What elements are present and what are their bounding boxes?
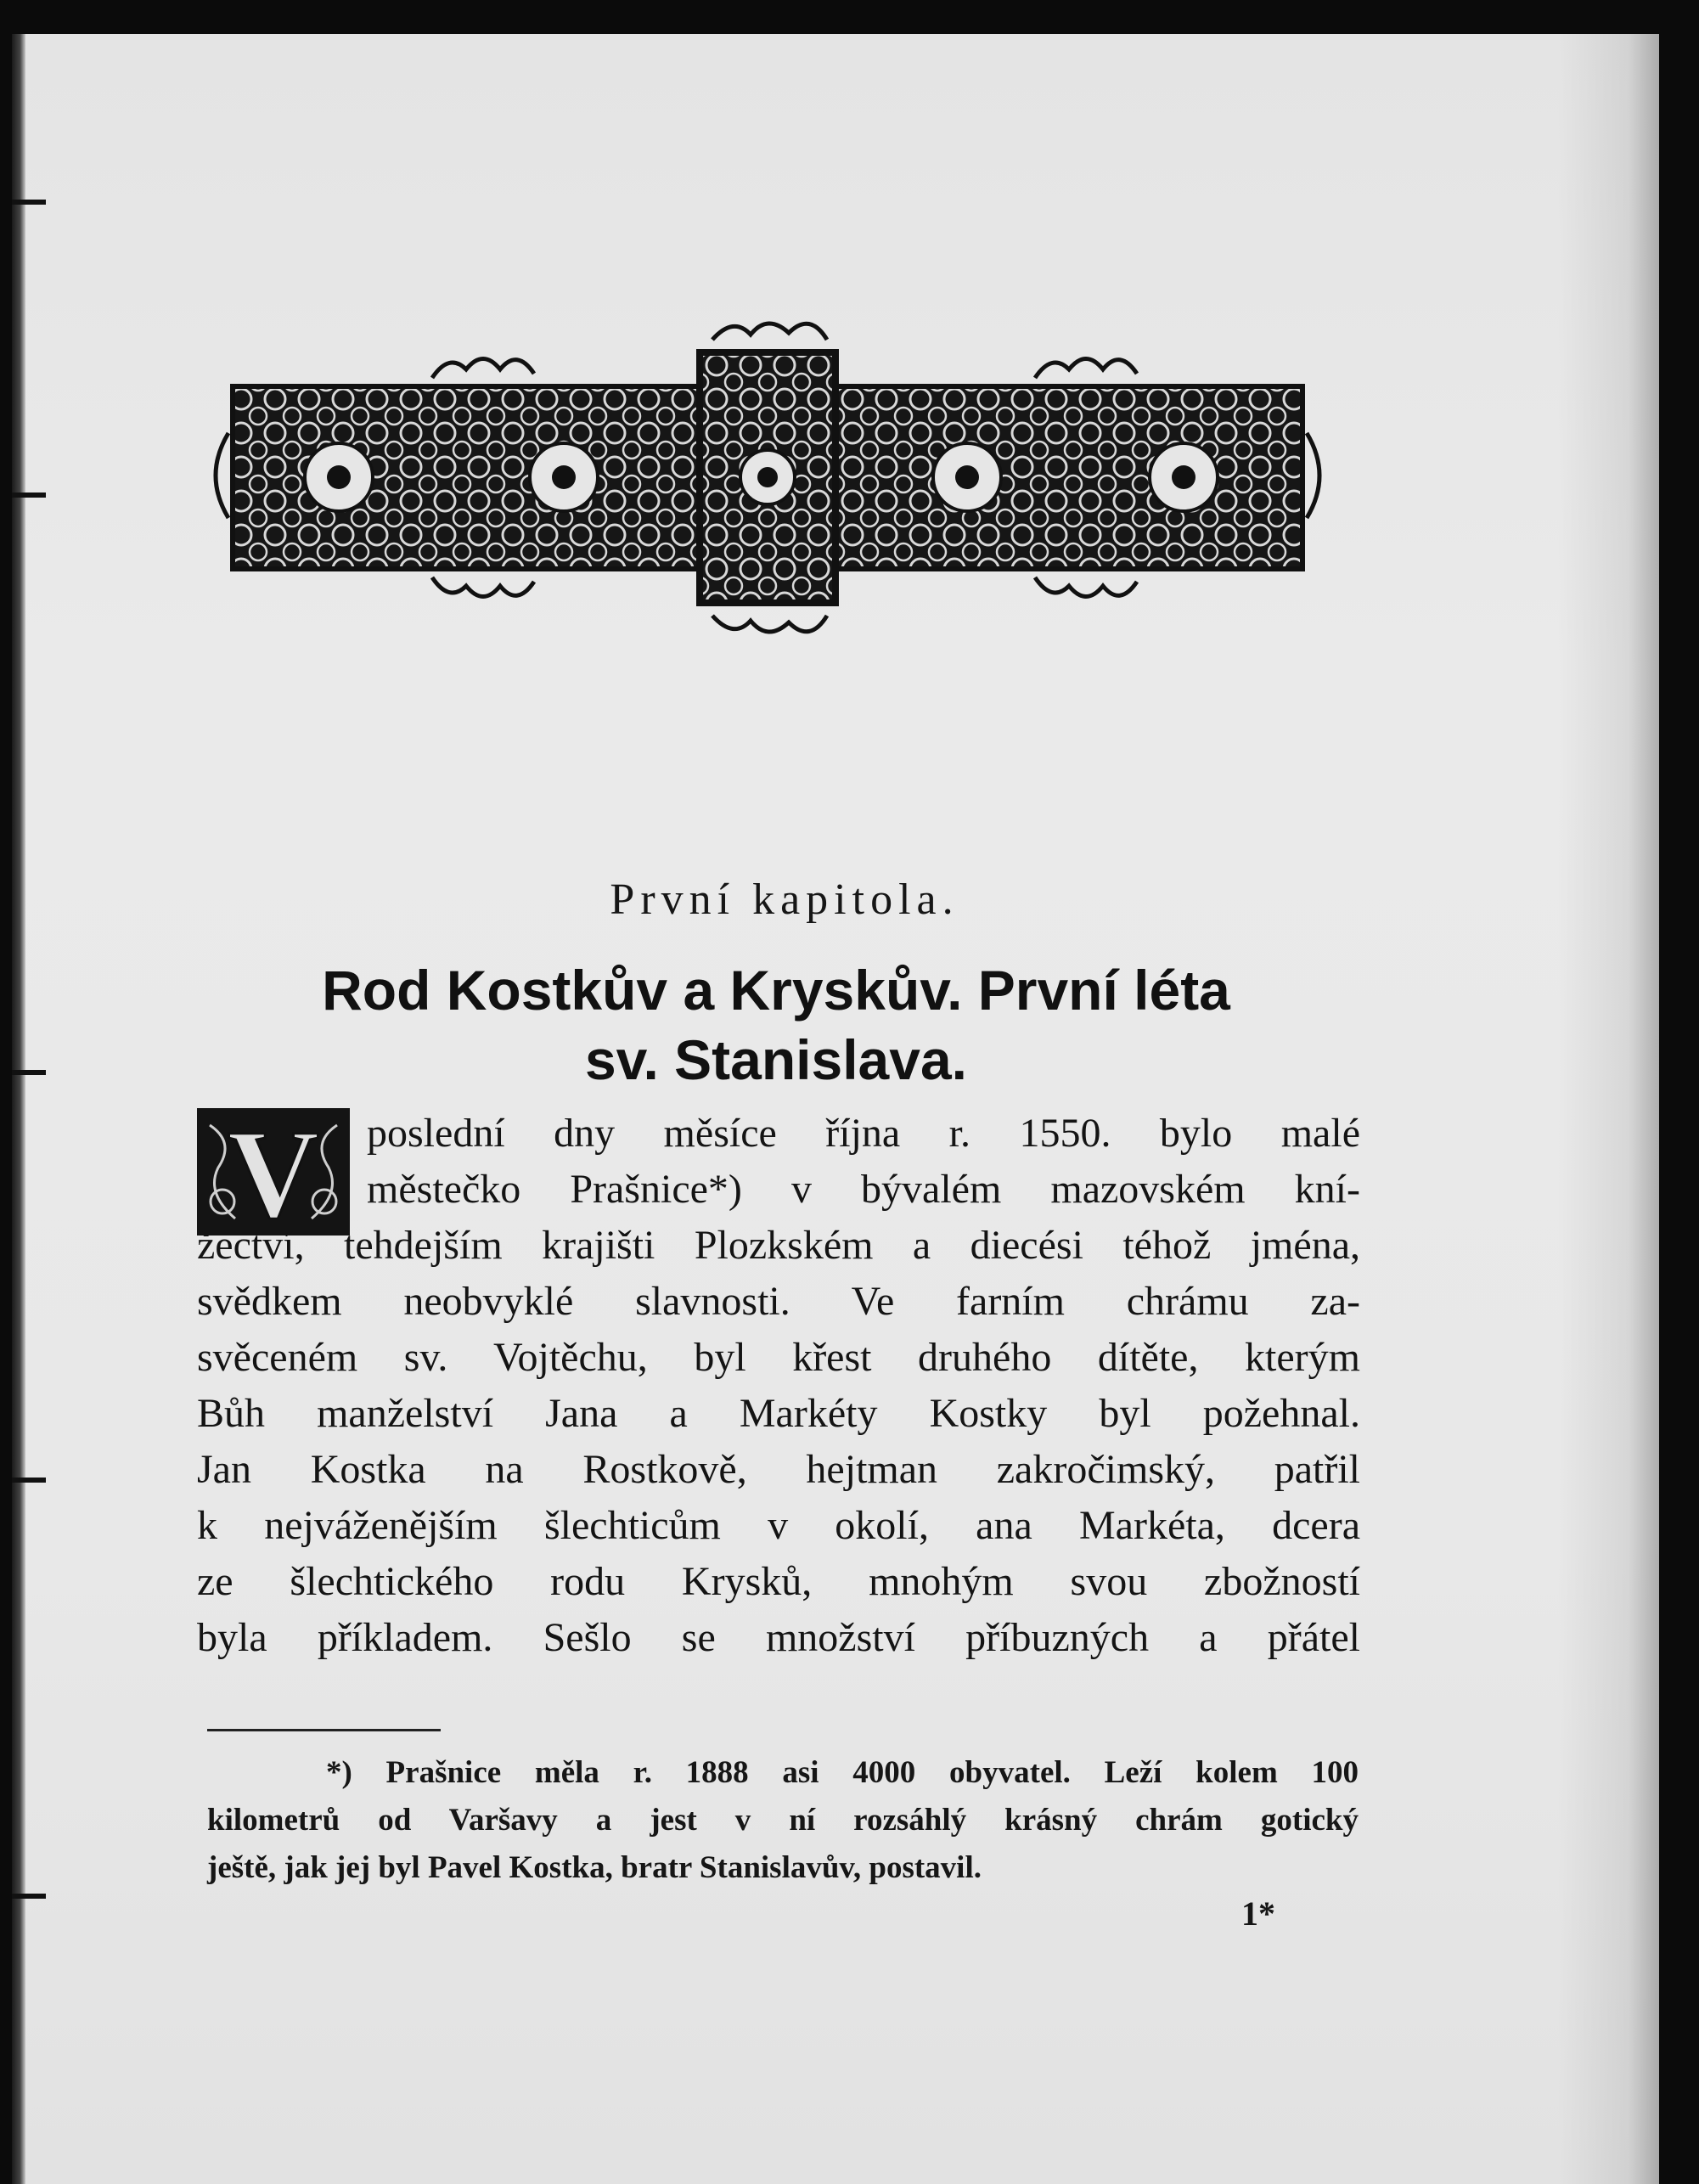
body-line: byla příkladem. Sešlo se množství příbuzných a přátel [197, 1615, 1360, 1660]
body-line: svěceném sv. Vojtěchu, byl křest druhého dítěte, kterým [197, 1335, 1360, 1380]
body-line: poslední dny měsíce října r. 1550. bylo malé [367, 1111, 1360, 1156]
body-line: Bůh manželství Jana a Markéty Kostky byl požehnal. [197, 1391, 1360, 1436]
footnote-line: kilometrů od Varšavy a jest v ní rozsáhlý krásný chrám gotický [207, 1803, 1359, 1838]
footnote-line: ještě, jak jej byl Pavel Kostka, bratr Stanislavův, postavil. [207, 1850, 982, 1885]
book-page [12, 34, 1659, 2184]
signature-mark: 1* [1241, 1894, 1275, 1933]
footnote-line: *) Prašnice měla r. 1888 asi 4000 obyvatel. Leží kolem 100 [326, 1755, 1359, 1790]
body-line: městečko Prašnice*) v bývalém mazovském kní- [367, 1167, 1360, 1212]
headpiece-ornament [190, 314, 1345, 645]
margin-mark [12, 1478, 46, 1483]
footnote-rule [207, 1729, 441, 1731]
drop-cap-letter: V [227, 1108, 320, 1236]
body-line: k nejváženějším šlechticům v okolí, ana Markéta, dcera [197, 1503, 1360, 1548]
body-line: svědkem neobvyklé slavnosti. Ve farním chrámu za- [197, 1279, 1360, 1324]
body-line: žectví, tehdejším krajišti Plozkském a diecési téhož jména, [197, 1223, 1360, 1268]
chapter-title [267, 955, 1286, 1095]
footnote [207, 1749, 1359, 1892]
chapter-title-line: Rod Kostkův a Kryskův. První léta [322, 959, 1230, 1022]
body-line: Jan Kostka na Rostkově, hejtman zakročimský, patřil [197, 1447, 1360, 1492]
body-line: ze šlechtického rodu Krysků, mnohým svou zbožností [197, 1559, 1360, 1604]
body-text [197, 1106, 1360, 1666]
margin-mark [12, 493, 46, 498]
page-binding-edge [12, 34, 25, 2184]
chapter-title-line: sv. Stanislava. [584, 1028, 968, 1091]
margin-mark [12, 200, 46, 205]
chapter-label: První kapitola. [610, 875, 959, 924]
margin-mark [12, 1070, 46, 1075]
margin-mark [12, 1894, 46, 1899]
